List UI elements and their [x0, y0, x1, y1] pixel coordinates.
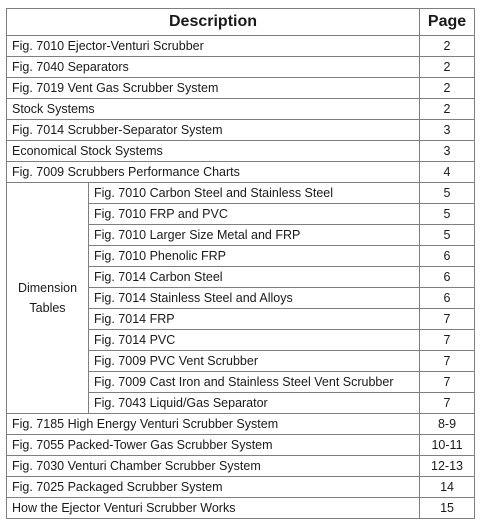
table-row — [7, 141, 475, 162]
table-row — [7, 498, 475, 519]
row-description: Fig. 7185 High Energy Venturi Scrubber System — [7, 414, 420, 435]
table-row — [7, 162, 475, 183]
row-page: 2 — [420, 57, 475, 78]
row-description: Fig. 7019 Vent Gas Scrubber System — [7, 78, 420, 99]
row-page: 12-13 — [420, 456, 475, 477]
row-description: Fig. 7040 Separators — [7, 57, 420, 78]
group-label-line: Tables — [29, 301, 66, 315]
row-page: 7 — [420, 393, 475, 414]
row-description: Fig. 7014 PVC — [89, 330, 420, 351]
row-page: 7 — [420, 330, 475, 351]
row-description: Fig. 7043 Liquid/Gas Separator — [89, 393, 420, 414]
row-description: Fig. 7010 Larger Size Metal and FRP — [89, 225, 420, 246]
row-page: 5 — [420, 183, 475, 204]
row-description: Stock Systems — [7, 99, 420, 120]
row-description: Fig. 7030 Venturi Chamber Scrubber System — [7, 456, 420, 477]
contents-table-container — [6, 8, 475, 519]
row-description: Fig. 7009 Scrubbers Performance Charts — [7, 162, 420, 183]
dimension-tables-group-label — [7, 183, 89, 414]
row-description: Fig. 7025 Packaged Scrubber System — [7, 477, 420, 498]
row-description: Fig. 7009 Cast Iron and Stainless Steel Vent Scrubber — [89, 372, 420, 393]
group-label-line: Dimension — [17, 281, 78, 295]
row-description: Fig. 7010 Phenolic FRP — [89, 246, 420, 267]
row-description: How the Ejector Venturi Scrubber Works — [7, 498, 420, 519]
row-description: Fig. 7010 Carbon Steel and Stainless Steel — [89, 183, 420, 204]
row-page: 2 — [420, 78, 475, 99]
row-description: Fig. 7009 PVC Vent Scrubber — [89, 351, 420, 372]
description-header: Description — [7, 9, 420, 36]
row-page: 7 — [420, 372, 475, 393]
row-page: 5 — [420, 225, 475, 246]
row-description: Fig. 7010 FRP and PVC — [89, 204, 420, 225]
header-row — [7, 9, 475, 36]
row-description: Economical Stock Systems — [7, 141, 420, 162]
row-page: 14 — [420, 477, 475, 498]
table-row — [7, 435, 475, 456]
table-row — [7, 120, 475, 141]
table-row — [7, 456, 475, 477]
page-header: Page — [420, 9, 475, 36]
row-description: Fig. 7014 Scrubber-Separator System — [7, 120, 420, 141]
table-row — [7, 183, 475, 204]
row-page: 2 — [420, 36, 475, 57]
row-description: Fig. 7010 Ejector-Venturi Scrubber — [7, 36, 420, 57]
table-row — [7, 99, 475, 120]
table-row — [7, 414, 475, 435]
table-row — [7, 477, 475, 498]
row-page: 3 — [420, 120, 475, 141]
contents-table — [6, 8, 475, 519]
row-description: Fig. 7014 Stainless Steel and Alloys — [89, 288, 420, 309]
row-page: 6 — [420, 246, 475, 267]
row-page: 5 — [420, 204, 475, 225]
row-page: 15 — [420, 498, 475, 519]
row-page: 7 — [420, 309, 475, 330]
row-page: 10-11 — [420, 435, 475, 456]
row-page: 6 — [420, 267, 475, 288]
row-page: 7 — [420, 351, 475, 372]
table-row — [7, 78, 475, 99]
row-page: 4 — [420, 162, 475, 183]
table-row — [7, 36, 475, 57]
table-row — [7, 57, 475, 78]
row-page: 2 — [420, 99, 475, 120]
row-page: 6 — [420, 288, 475, 309]
row-page: 8-9 — [420, 414, 475, 435]
row-page: 3 — [420, 141, 475, 162]
row-description: Fig. 7014 FRP — [89, 309, 420, 330]
row-description: Fig. 7055 Packed-Tower Gas Scrubber System — [7, 435, 420, 456]
row-description: Fig. 7014 Carbon Steel — [89, 267, 420, 288]
